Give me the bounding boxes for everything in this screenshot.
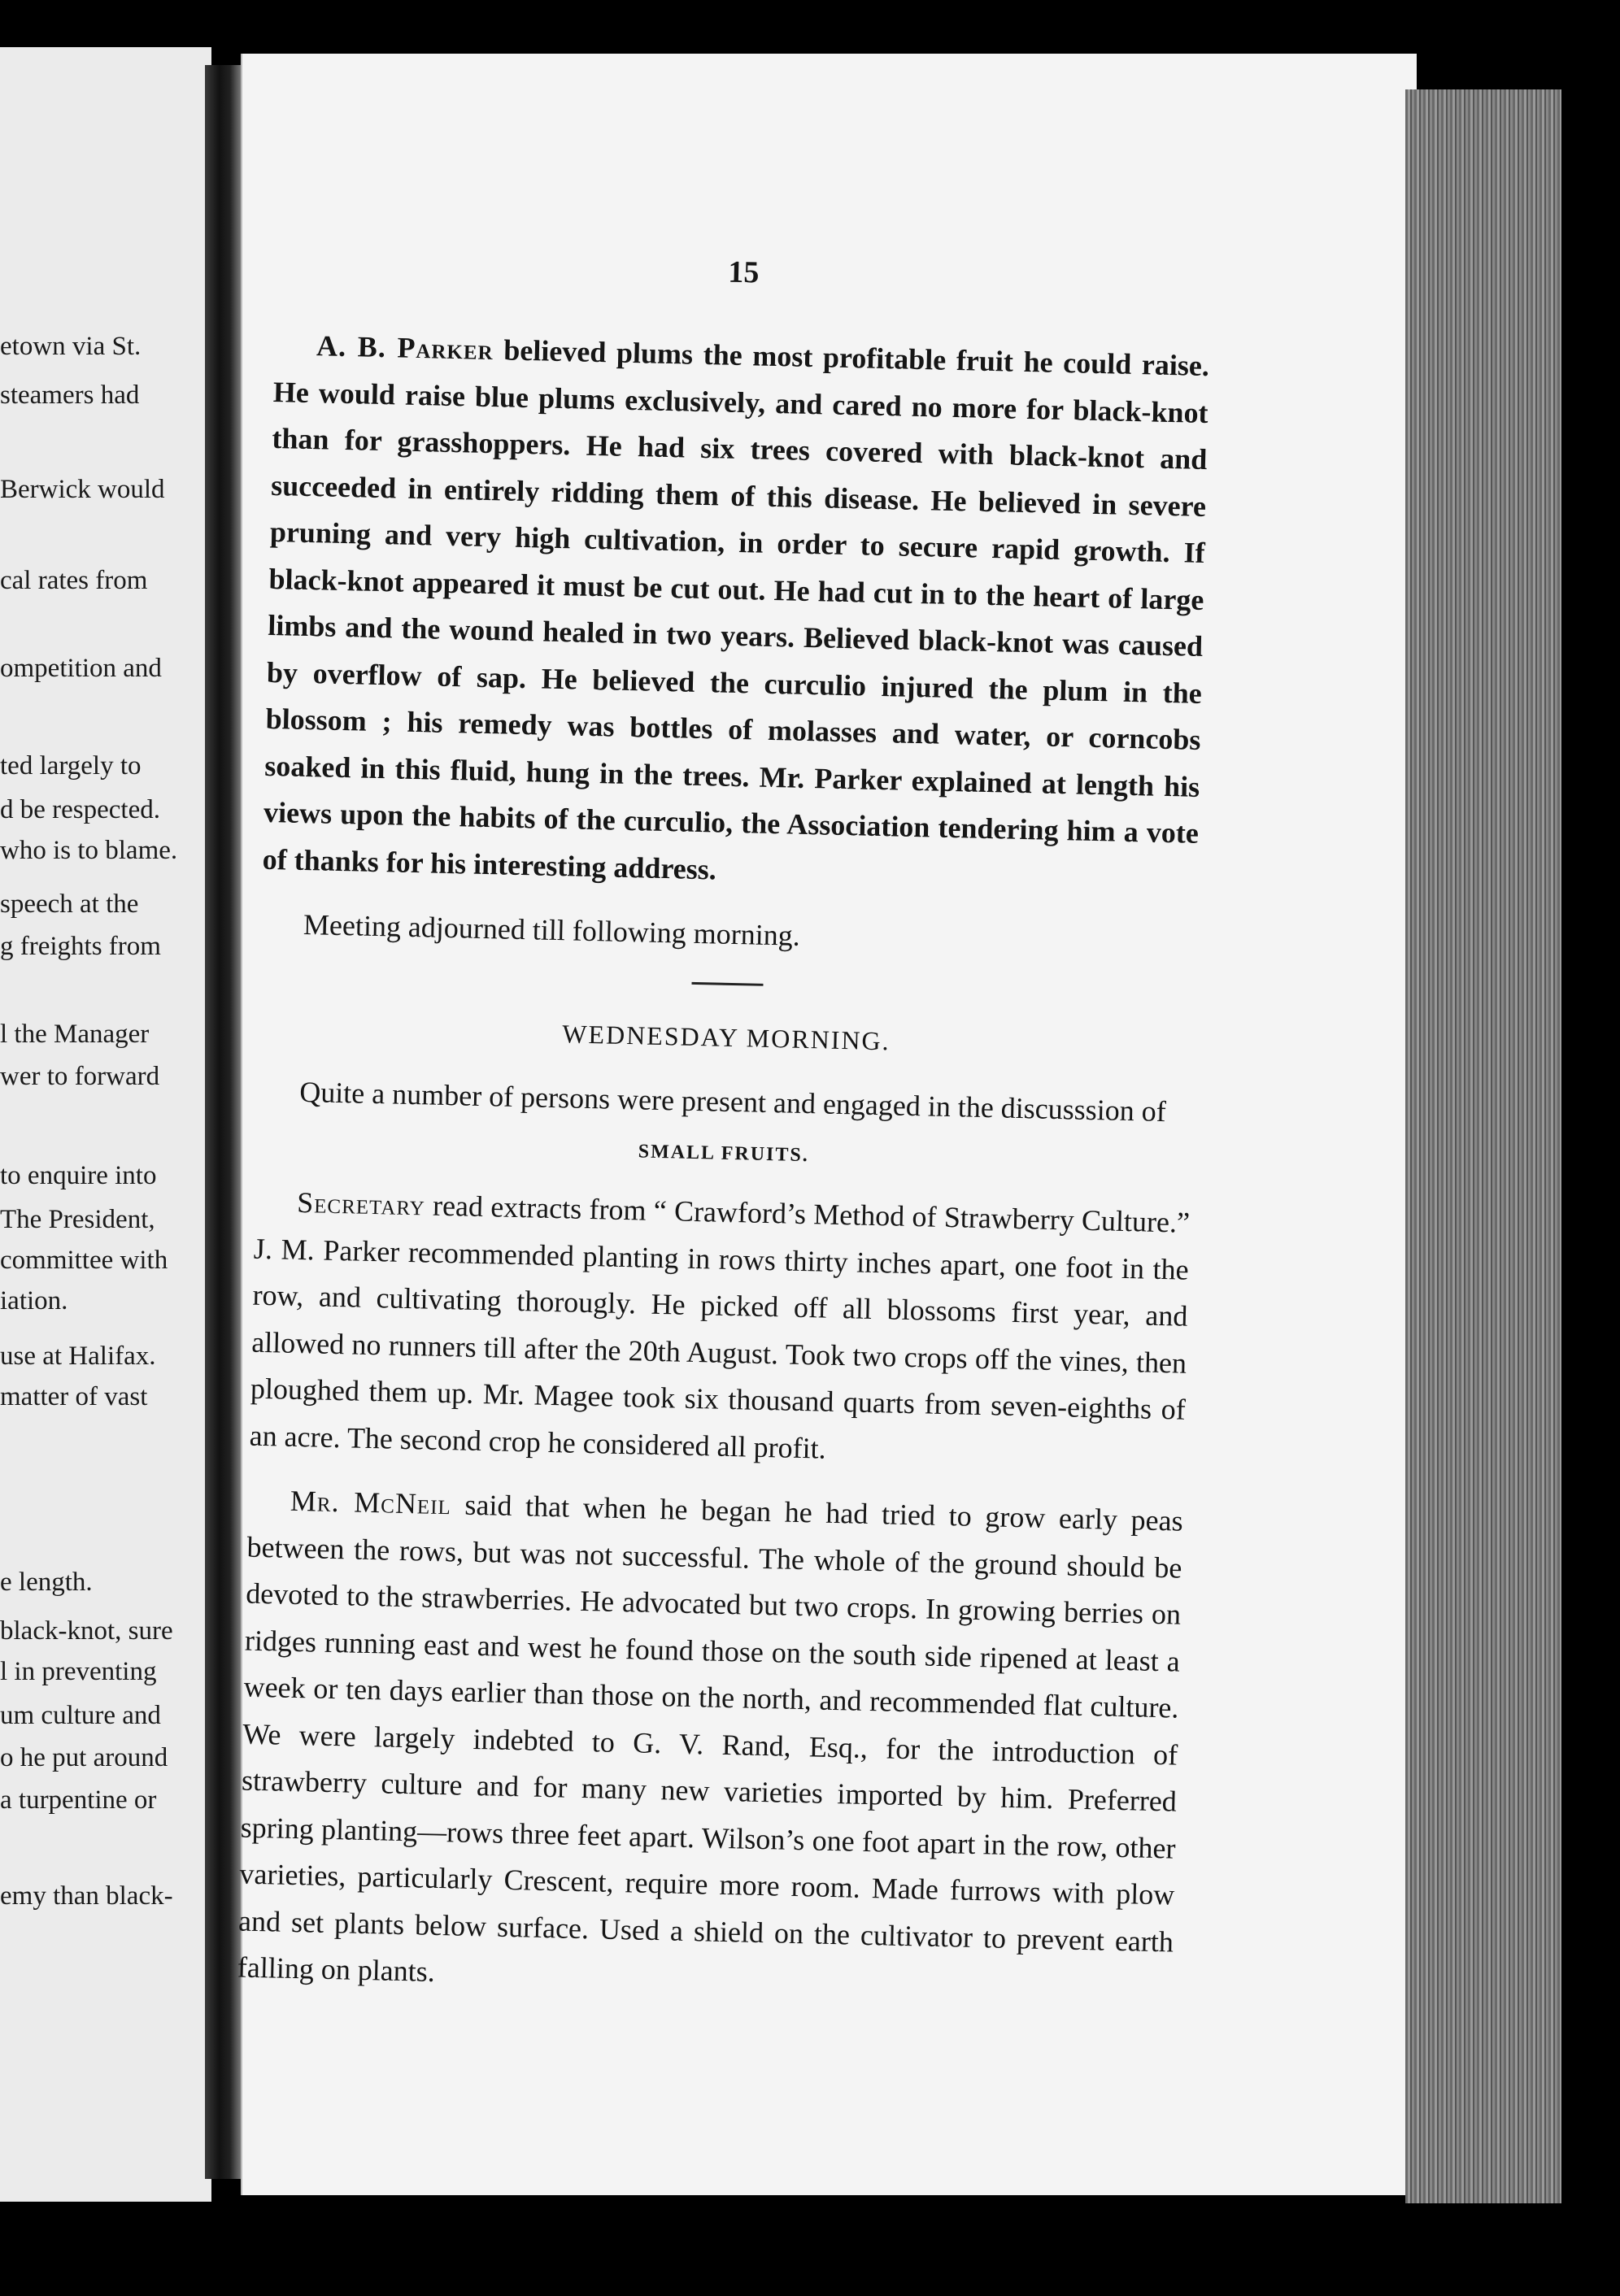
- paragraph-text: believed plums the most profitable fruit he could raise. He would raise blue plums exclusively, and cared no more for black-knot than for grasshoppers. He had six trees covered with black-knot and succeeded in entirely ridding them of this disease. He believed in severe pruning and very high cultivation, in order to secure rapid growth. If black-knot appeared it must be cut out. He had cut in to the heart of large limbs and the wound healed in two years. Believed black-knot was caused by overflow of sap. He believed the curculio injured the plum in the blossom ; his remedy was bottles of molasses and water, or corncobs soaked in this fluid, hung in the trees. Mr. Parker explained at length his views upon the habits of the curculio, the Association tendering him a vote of thanks for his interesting address.: [262, 333, 1210, 885]
- left-page-line: emy than black-: [0, 1881, 173, 1911]
- left-page-line: e length.: [0, 1568, 93, 1597]
- paragraph-lead: Secretary: [296, 1185, 426, 1222]
- paragraph-text: read extracts from “ Crawford’s Method of Strawberry Culture.” J. M. Parker recommended planting in rows thirty inches apart, one foot in the row, and cultivating thorougly. He picked off all blossoms first year, and allowed no runners till after the 20th August. Took two crops off the vines, then ploughed them up. Mr. Magee took six thousand quarts from seven-eighths of an acre. The second crop he considered all profit.: [249, 1189, 1191, 1465]
- section-subheading: SMALL FRUITS.: [638, 1141, 810, 1167]
- left-page-line: ted largely to: [0, 751, 142, 781]
- page-number: 15: [727, 254, 760, 290]
- left-page-line: The President,: [0, 1205, 155, 1234]
- left-page-line: who is to blame.: [0, 836, 178, 865]
- left-page-line: black-knot, sure: [0, 1616, 173, 1646]
- left-page-line: to enquire into: [0, 1161, 157, 1190]
- left-page-line: o he put around: [0, 1743, 168, 1772]
- left-page-line: g freights from: [0, 932, 161, 961]
- left-page-line: l in preventing: [0, 1657, 157, 1686]
- secretary-paragraph: [249, 1179, 1191, 1481]
- left-page-line: Berwick would: [0, 475, 165, 504]
- section-divider: [691, 981, 763, 985]
- page-edge: [1405, 89, 1561, 2203]
- left-page-line: wer to forward: [0, 1062, 160, 1091]
- paragraph-lead: A. B. Parker: [316, 329, 494, 367]
- mcneil-paragraph: [237, 1477, 1183, 2012]
- paragraph-text: said that when he began he had tried to grow early peas between the rows, but was not successful. The whole of the ground should be devoted to the strawberries. He advocated but two crops. In growing berries on ridges running east and west he found those on the south side ripened at least a week or ten days earlier than those on the north, and recommended flat culture. We were largely indebted to G. V. Rand, Esq., for the introduction of strawberry culture and for many new varieties imported by him. Preferred spring planting—rows three feet apart. Wilson’s one foot apart in the row, other varieties, particularly Crescent, require more room. Made furrows with plow and set plants below surface. Used a shield on the cultivator to prevent earth falling on plants.: [237, 1488, 1184, 1988]
- intro-paragraph: Quite a number of persons were present and engaged in the discusssion of: [298, 1075, 1167, 1128]
- left-page-line: committee with: [0, 1246, 168, 1275]
- left-page-line: steamers had: [0, 380, 140, 410]
- paragraph-lead: Mr. McNeil: [290, 1484, 452, 1521]
- left-page-line: use at Halifax.: [0, 1342, 156, 1371]
- left-page-line: iation.: [0, 1286, 68, 1315]
- left-page-line: d be respected.: [0, 795, 160, 824]
- book-gutter: [205, 65, 241, 2179]
- left-page-line: l the Manager: [0, 1020, 150, 1049]
- page-content: [237, 244, 1212, 2030]
- left-page-line: ompetition and: [0, 654, 162, 683]
- left-page-line: etown via St.: [0, 332, 142, 361]
- left-page: [0, 47, 211, 2202]
- left-page-line: matter of vast: [0, 1382, 148, 1411]
- left-page-line: a turpentine or: [0, 1785, 157, 1815]
- paragraph-text: Meeting adjourned till following morning.: [303, 907, 801, 952]
- left-page-line: um culture and: [0, 1701, 161, 1730]
- adjourn-paragraph: [260, 901, 1196, 969]
- section-heading: WEDNESDAY MORNING.: [561, 1018, 891, 1055]
- left-page-line: speech at the: [0, 889, 139, 919]
- parker-paragraph: [262, 322, 1209, 904]
- left-page-line: cal rates from: [0, 566, 148, 595]
